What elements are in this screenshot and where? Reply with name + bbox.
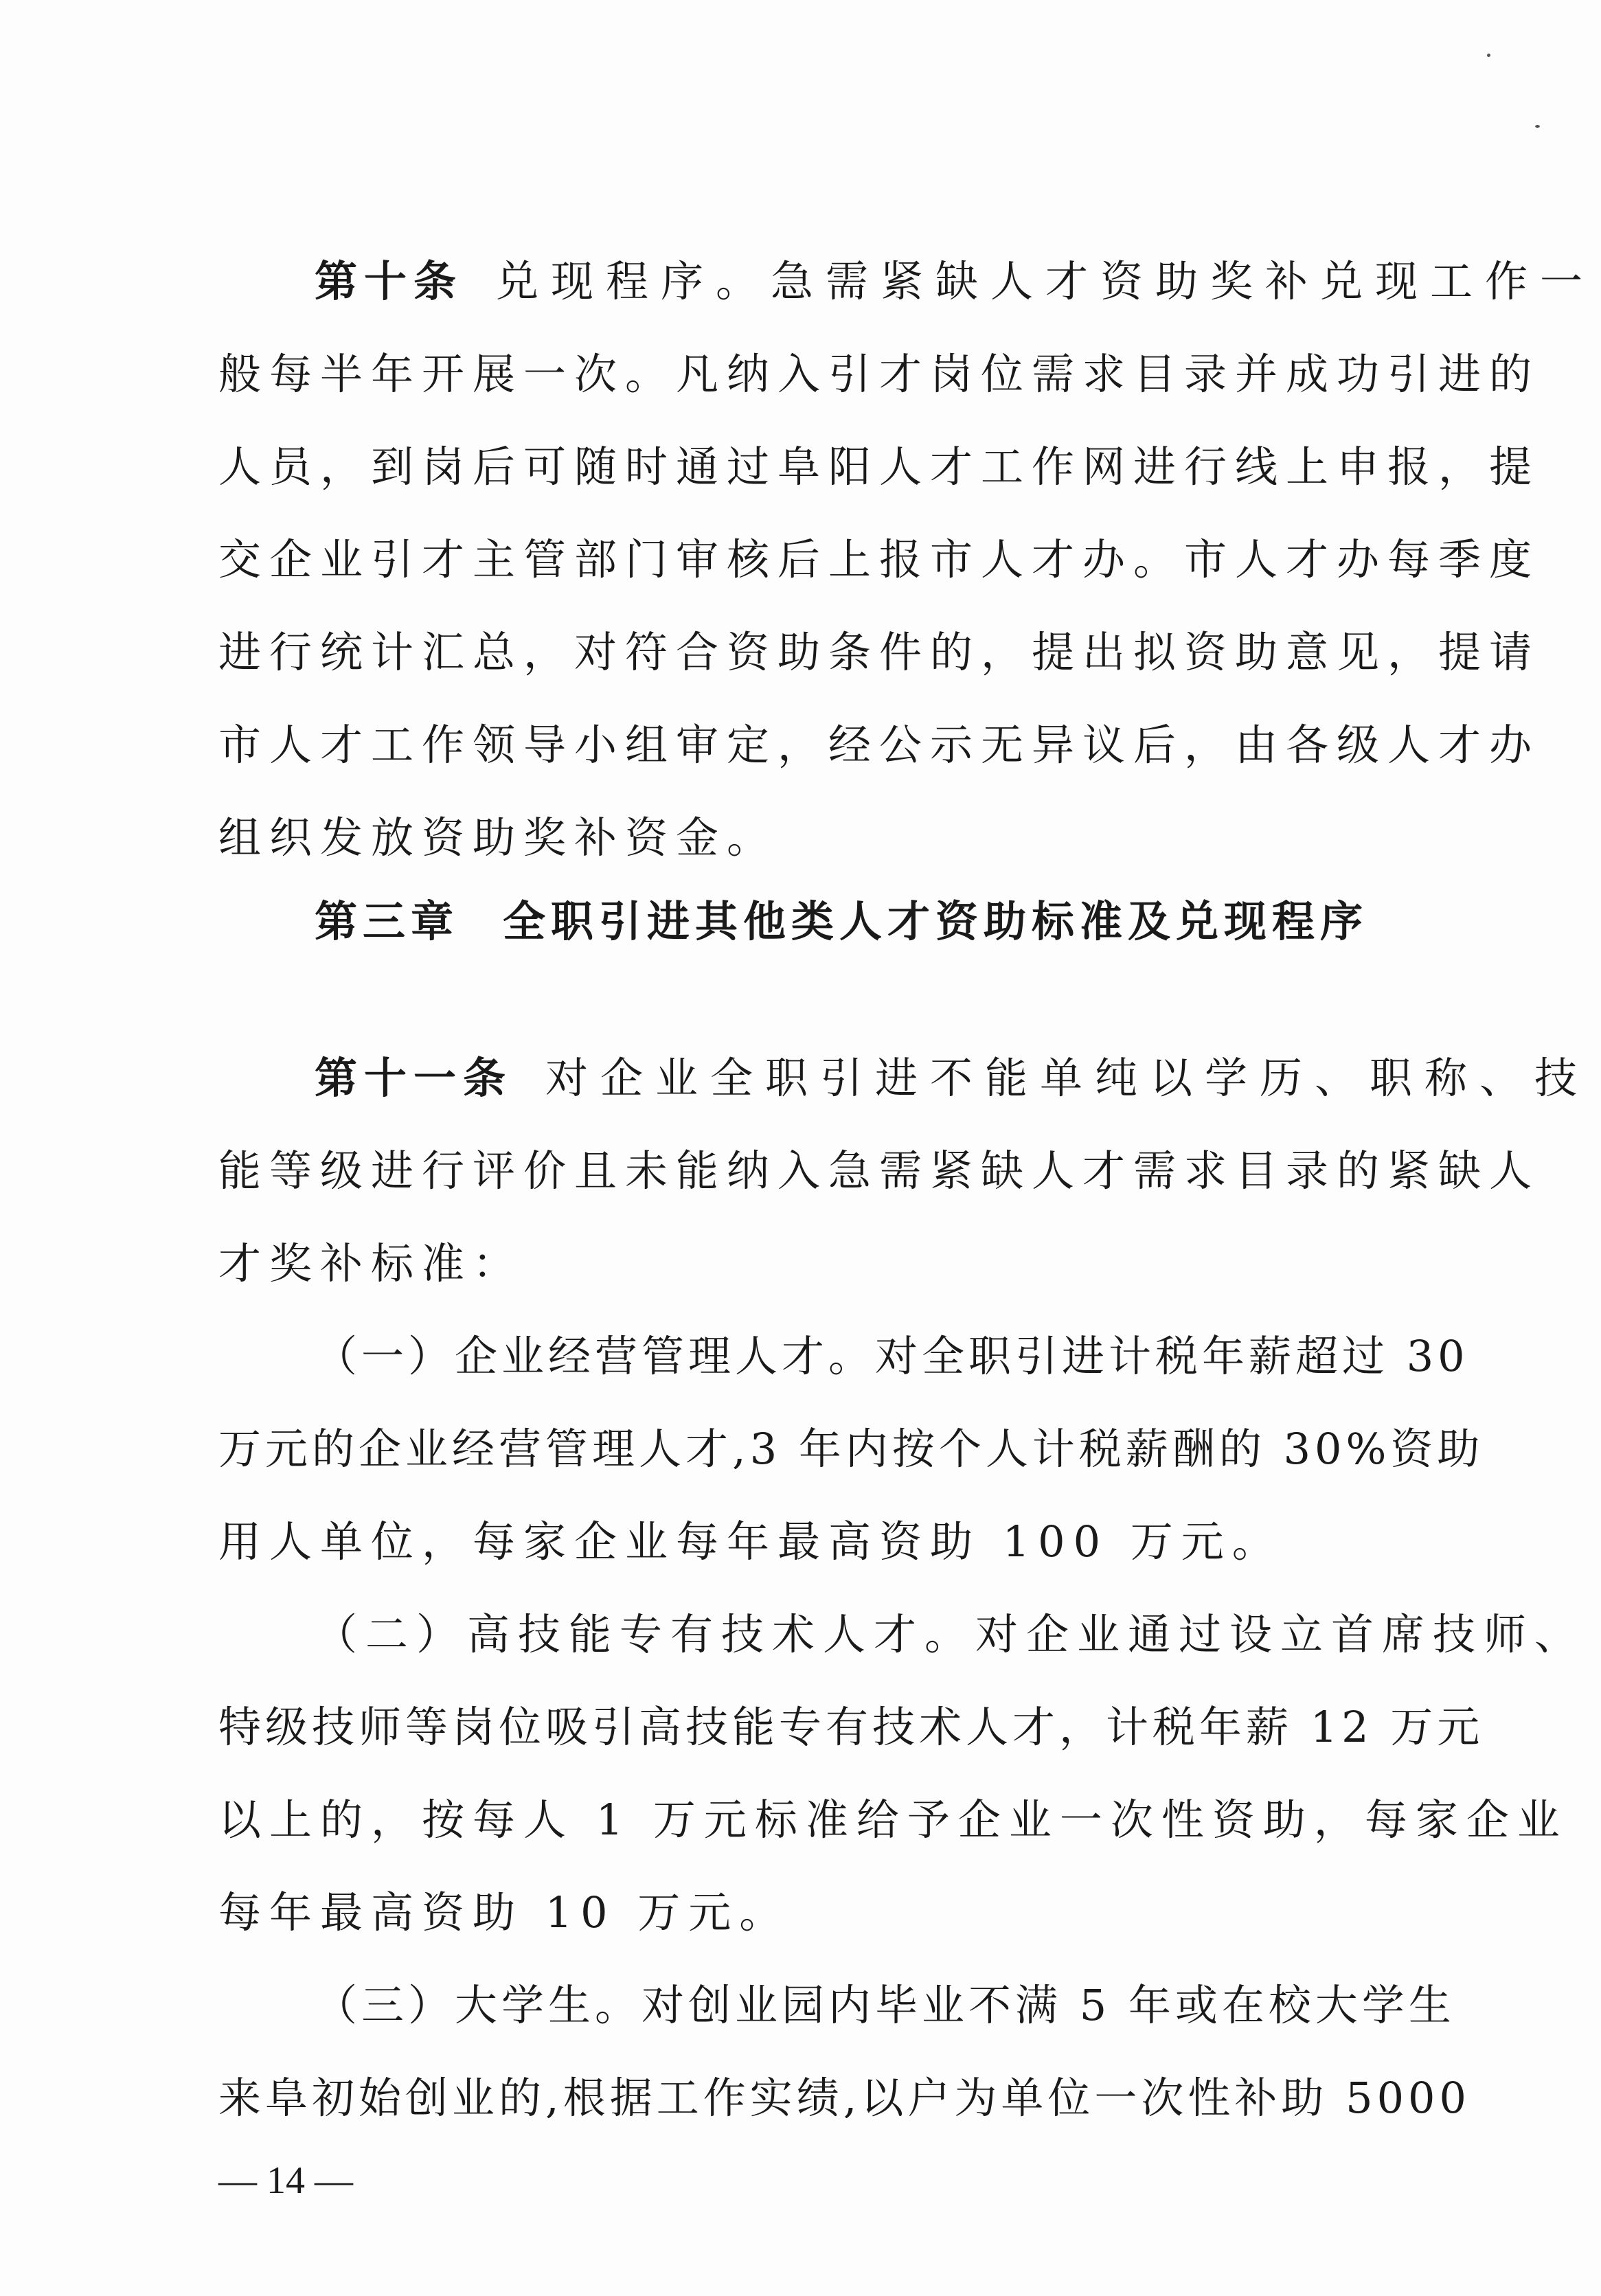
scan-speck [1535,125,1540,128]
item-3-line-1: （三）大学生。对创业园内毕业不满 5 年或在校大学生 [315,1980,1455,2030]
article-10-label: 第十条 [315,256,464,306]
chapter-number: 第三章 [315,896,459,946]
scan-speck [1487,54,1490,57]
item-1-line-1: （一）企业经营管理人才。对全职引进计税年薪超过 30 [315,1331,1469,1381]
article-11-line-2: 能等级进行评价且未能纳入急需紧缺人才需求目录的紧缺人 [218,1146,1541,1196]
article-10-line-6: 市人才工作领导小组审定，经公示无异议后，由各级人才办 [218,720,1541,770]
item-2-line-4: 每年最高资助 10 万元。 [218,1887,791,1937]
article-11-text: 对企业全职引进不能单纯以学历、职称、技 [545,1053,1590,1103]
article-10-line-4: 交企业引才主管部门审核后上报市人才办。市人才办每季度 [218,534,1541,584]
chapter-title: 全职引进其他类人才资助标准及兑现程序 [503,896,1369,946]
item-3-line-2: 来阜初始创业的,根据工作实绩,以户为单位一次性补助 5000 [218,2073,1471,2123]
article-10-line-1 [315,254,1596,309]
article-10-line-2: 般每半年开展一次。凡纳入引才岗位需求目录并成功引进的 [218,349,1541,399]
item-1-line-2: 万元的企业经营管理人才,3 年内按个人计税薪酬的 30%资助 [218,1424,1484,1474]
chapter-heading [315,894,1368,949]
article-10-line-7: 组织发放资助奖补资金。 [218,812,778,863]
item-2-line-1: （二）高技能专有技术人才。对企业通过设立首席技师、 [315,1609,1586,1659]
article-11-line-3: 才奖补标准： [218,1238,524,1288]
page-number: — 14 — [218,2159,353,2202]
article-10-text: 兑现程序。急需紧缺人才资助奖补兑现工作一 [496,256,1596,306]
article-10-line-3: 人员，到岗后可随时通过阜阳人才工作网进行线上申报，提 [218,442,1541,492]
item-2-line-3: 以上的，按每人 1 万元标准给予企业一次性资助，每家企业 [218,1795,1568,1845]
article-11-line-1 [315,1051,1590,1106]
item-2-line-2: 特级技师等岗位吸引高技能专有技术人才，计税年薪 12 万元 [218,1702,1484,1752]
item-1-line-3: 用人单位，每家企业每年最高资助 100 万元。 [218,1516,1283,1567]
article-10-line-5: 进行统计汇总，对符合资助条件的，提出拟资助意见，提请 [218,627,1541,677]
article-11-label: 第十一条 [315,1053,513,1103]
